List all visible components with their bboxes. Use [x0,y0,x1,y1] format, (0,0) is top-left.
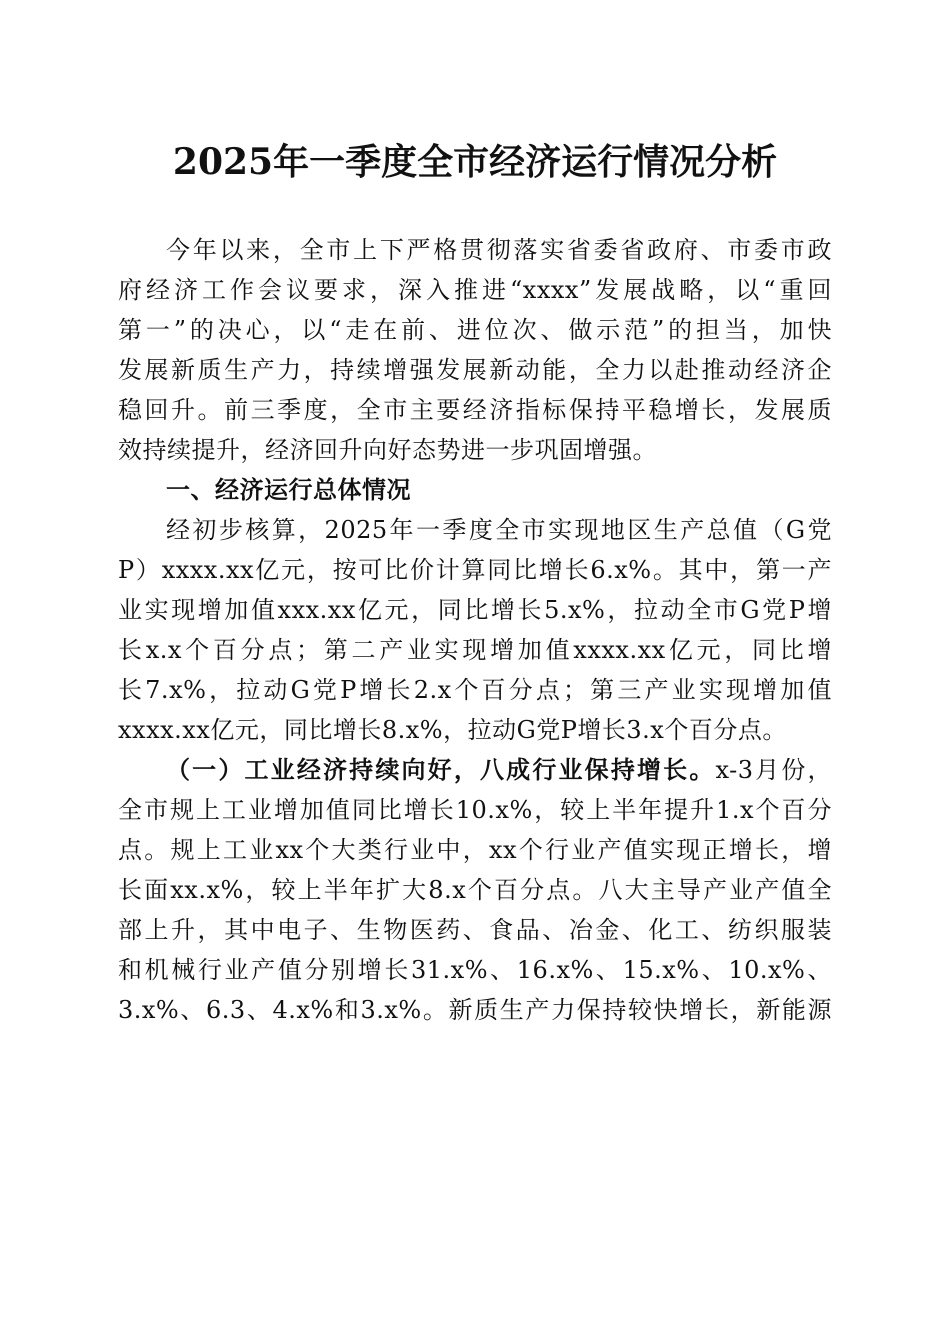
intro-line: 今年以来，全市上下严格贯彻落实省委省政府、市委市政 [166,236,832,264]
document-title: 2025年一季度全市经济运行情况分析 [172,141,778,183]
overview-line: 长x.x个百分点；第二产业实现增加值xxxx.xx亿元，同比增 [118,636,832,664]
industry-line: 和机械行业产值分别增长31.x%、16.x%、15.x%、10.x%、 [118,956,832,984]
overview-line: P）xxxx.xx亿元，按可比价计算同比增长6.x%。其中，第一产 [118,556,832,584]
industry-line: 部上升，其中电子、生物医药、食品、冶金、化工、纺织服装 [118,916,832,944]
intro-line: 效持续提升，经济回升向好态势进一步巩固增强。 [118,436,657,464]
industry-line: 3.x%、6.3、4.x%和3.x%。新质生产力保持较快增长，新能源 [118,996,832,1024]
overview-line: 经初步核算，2025年一季度全市实现地区生产总值（G党 [166,516,832,544]
document-body [118,230,832,1030]
intro-line: 第一”的决心，以“走在前、进位次、做示范”的担当，加快 [118,316,832,344]
industry-line: 长面xx.x%，较上半年扩大8.x个百分点。八大主导产业产值全 [118,876,832,904]
section-heading: 一、经济运行总体情况 [166,476,411,504]
subsection-first-line-rest: x-3月份， [715,756,832,784]
intro-line: 稳回升。前三季度，全市主要经济指标保持平稳增长，发展质 [118,396,832,424]
industry-line: 全市规上工业增加值同比增长10.x%，较上半年提升1.x个百分 [118,796,832,824]
overview-line: 长7.x%，拉动G党P增长2.x个百分点；第三产业实现增加值 [118,676,832,704]
overview-line: xxxx.xx亿元，同比增长8.x%，拉动G党P增长3.x个百分点。 [118,716,787,744]
intro-line: 发展新质生产力，持续增强发展新动能，全力以赴推动经济企 [118,356,832,384]
subsection-heading: （一）工业经济持续向好，八成行业保持增长。 [166,756,716,784]
subsection-first-line [118,750,832,790]
industry-line: 点。规上工业xx个大类行业中，xx个行业产值实现正增长，增 [118,836,832,864]
intro-line: 府经济工作会议要求，深入推进“xxxx”发展战略，以“重回 [118,276,832,304]
overview-line: 业实现增加值xxx.xx亿元，同比增长5.x%，拉动全市G党P增 [118,596,832,624]
